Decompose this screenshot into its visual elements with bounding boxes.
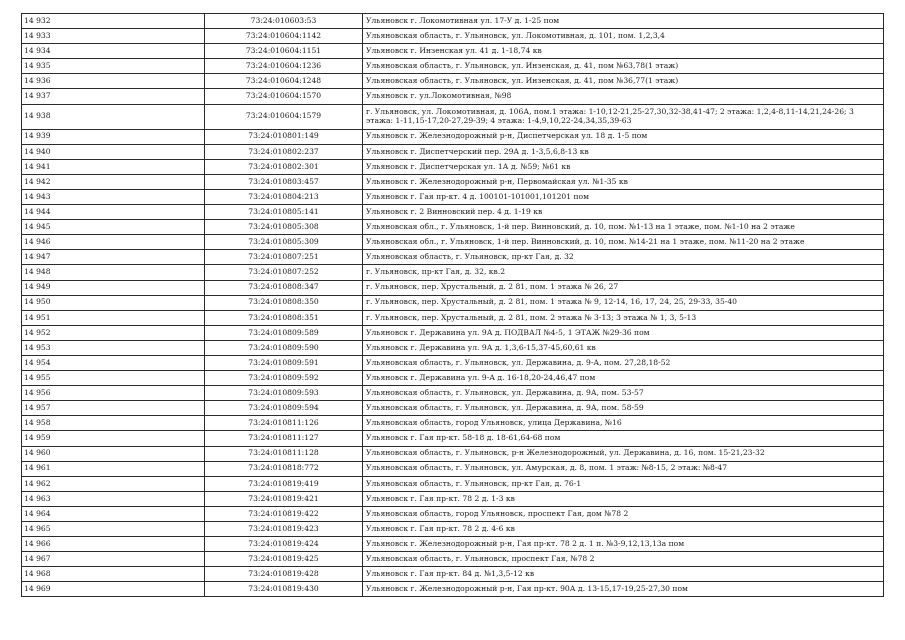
cadastral-number-cell: 73:24:010809:589 — [205, 325, 363, 340]
cadastral-number-cell: 73:24:010604:1151 — [205, 44, 363, 59]
row-number-cell: 14 933 — [22, 29, 205, 44]
address-cell: Ульяновск г. Державина ул. 9А д. ПОДВАЛ №4-5, 1 ЭТАЖ №29-36 пом — [363, 325, 884, 340]
address-cell: Ульяновск г. Локомотивная ул. 17-У д. 1-25 пом — [363, 14, 884, 29]
cadastral-number-cell: 73:24:010819:424 — [205, 537, 363, 552]
address-cell: Ульяновская область, г. Ульяновск, ул. Локомотивная, д. 101, пом. 1,2,3,4 — [363, 29, 884, 44]
cadastral-number-cell: 73:24:010819:428 — [205, 567, 363, 582]
registry-sheet — [21, 13, 883, 597]
table-row — [22, 537, 884, 552]
address-cell: Ульяновск г. ул.Локомотивная, №98 — [363, 89, 884, 104]
row-number-cell: 14 944 — [22, 205, 205, 220]
address-cell: Ульяновск г. Гая пр-кт. 78 2 д. 1-3 кв — [363, 491, 884, 506]
row-number-cell: 14 968 — [22, 567, 205, 582]
table-row — [22, 552, 884, 567]
row-number-cell: 14 947 — [22, 250, 205, 265]
cadastral-number-cell: 73:24:010801:149 — [205, 129, 363, 144]
address-cell: Ульяновская обл., г. Ульяновск, 1-й пер. Винновский, д. 10, пом. №1-13 на 1 этаже, пом. №1-10 на 2 этаже — [363, 220, 884, 235]
row-number-cell: 14 964 — [22, 506, 205, 521]
row-number-cell: 14 955 — [22, 371, 205, 386]
cadastral-number-cell: 73:24:010811:126 — [205, 416, 363, 431]
cadastral-number-cell: 73:24:010809:590 — [205, 340, 363, 355]
address-cell: Ульяновская область, г. Ульяновск, ул. Инзенская, д. 41, пом №63,78(1 этаж) — [363, 59, 884, 74]
address-cell: Ульяновск г. 2 Винновский пер. 4 д. 1-19 кв — [363, 205, 884, 220]
address-cell: Ульяновск г. Державина ул. 9А д. 1,3,6-15,37-45,60,61 кв — [363, 340, 884, 355]
table-row — [22, 205, 884, 220]
row-number-cell: 14 962 — [22, 476, 205, 491]
row-number-cell: 14 960 — [22, 446, 205, 461]
table-row — [22, 29, 884, 44]
cadastral-number-cell: 73:24:010805:308 — [205, 220, 363, 235]
address-cell: Ульяновская обл., г. Ульяновск, 1-й пер. Винновский, д. 10, пом. №14-21 на 1 этаже, пом. №11-20 на 2 этаже — [363, 235, 884, 250]
address-cell: Ульяновск г. Железнодорожный р-н, Гая пр-кт. 90А д. 13-15,17-19,25-27,30 пом — [363, 582, 884, 597]
row-number-cell: 14 935 — [22, 59, 205, 74]
table-row — [22, 265, 884, 280]
address-cell: Ульяновская область, г. Ульяновск, ул. Инзенская, д. 41, пом №36,77(1 этаж) — [363, 74, 884, 89]
address-cell: Ульяновск г. Державина ул. 9-А д. 16-18,20-24,46,47 пом — [363, 371, 884, 386]
cadastral-number-cell: 73:24:010802:301 — [205, 159, 363, 174]
table-row — [22, 325, 884, 340]
row-number-cell: 14 938 — [22, 104, 205, 129]
cadastral-number-cell: 73:24:010808:350 — [205, 295, 363, 310]
address-cell: Ульяновская область, город Ульяновск, проспект Гая, дом №78 2 — [363, 506, 884, 521]
table-row — [22, 446, 884, 461]
row-number-cell: 14 967 — [22, 552, 205, 567]
cadastral-number-cell: 73:24:010603:53 — [205, 14, 363, 29]
row-number-cell: 14 932 — [22, 14, 205, 29]
address-cell: г. Ульяновск, пер. Хрустальный, д. 2 81, пом. 1 этажа № 9, 12-14, 16, 17, 24, 25, 29-33, 35-40 — [363, 295, 884, 310]
row-number-cell: 14 936 — [22, 74, 205, 89]
address-cell: Ульяновская область, г. Ульяновск, пр-кт Гая, д. 76-1 — [363, 476, 884, 491]
address-cell: Ульяновск г. Железнодорожный р-н, Диспетчерская ул. 18 д. 1-5 пом — [363, 129, 884, 144]
table-row — [22, 371, 884, 386]
row-number-cell: 14 945 — [22, 220, 205, 235]
row-number-cell: 14 937 — [22, 89, 205, 104]
table-row — [22, 416, 884, 431]
row-number-cell: 14 963 — [22, 491, 205, 506]
cadastral-number-cell: 73:24:010802:237 — [205, 144, 363, 159]
row-number-cell: 14 953 — [22, 340, 205, 355]
address-cell: Ульяновская область, г. Ульяновск, ул. Амурская, д. 8, пом. 1 этаж: №8-15, 2 этаж: №8-47 — [363, 461, 884, 476]
row-number-cell: 14 959 — [22, 431, 205, 446]
cadastral-number-cell: 73:24:010819:422 — [205, 506, 363, 521]
cadastral-number-cell: 73:24:010604:1579 — [205, 104, 363, 129]
row-number-cell: 14 957 — [22, 401, 205, 416]
address-cell: Ульяновск г. Гая пр-кт. 84 д. №1,3,5-12 кв — [363, 567, 884, 582]
table-row — [22, 506, 884, 521]
table-row — [22, 522, 884, 537]
table-row — [22, 174, 884, 189]
address-cell: Ульяновск г. Диспетчерская ул. 1А д. №59; №61 кв — [363, 159, 884, 174]
address-cell: Ульяновск г. Диспетчерский пер. 29А д. 1-3,5,6,8-13 кв — [363, 144, 884, 159]
cadastral-number-cell: 73:24:010805:309 — [205, 235, 363, 250]
address-cell: Ульяновск г. Железнодорожный р-н, Гая пр-кт. 78 2 д. 1 п. №3-9,12,13,13а пом — [363, 537, 884, 552]
cadastral-number-cell: 73:24:010809:592 — [205, 371, 363, 386]
cadastral-number-cell: 73:24:010819:421 — [205, 491, 363, 506]
row-number-cell: 14 939 — [22, 129, 205, 144]
cadastral-number-cell: 73:24:010811:127 — [205, 431, 363, 446]
table-row — [22, 74, 884, 89]
cadastral-number-cell: 73:24:010807:251 — [205, 250, 363, 265]
row-number-cell: 14 940 — [22, 144, 205, 159]
address-cell: Ульяновская область, г. Ульяновск, ул. Державина, д. 9А, пом. 58-59 — [363, 401, 884, 416]
table-row — [22, 235, 884, 250]
row-number-cell: 14 956 — [22, 386, 205, 401]
table-row — [22, 401, 884, 416]
table-row — [22, 104, 884, 129]
table-row — [22, 189, 884, 204]
address-cell: Ульяновск г. Инзенская ул. 41 д. 1-18,74 кв — [363, 44, 884, 59]
table-row — [22, 250, 884, 265]
row-number-cell: 14 946 — [22, 235, 205, 250]
row-number-cell: 14 941 — [22, 159, 205, 174]
address-cell: Ульяновская область, г. Ульяновск, пр-кт Гая, д. 32 — [363, 250, 884, 265]
row-number-cell: 14 949 — [22, 280, 205, 295]
cadastral-number-cell: 73:24:010819:430 — [205, 582, 363, 597]
table-row — [22, 59, 884, 74]
row-number-cell: 14 952 — [22, 325, 205, 340]
row-number-cell: 14 942 — [22, 174, 205, 189]
address-cell: Ульяновская область, г. Ульяновск, ул. Державина, д. 9-А, пом. 27,28,18-52 — [363, 355, 884, 370]
address-cell: г. Ульяновск, ул. Локомотивная, д. 106А, пом.1 этажа: 1-10,12-21,25-27,30,32-38,41-47; 2 этажа: 1,2,4-8,11-14,21,24-26; 3 этажа: 1-11,15-17,20-27,29-39; 4 этажа: 1-4,9,10,22-24,34,35,39-63 — [363, 104, 884, 129]
table-row — [22, 386, 884, 401]
table-row — [22, 129, 884, 144]
cadastral-number-cell: 73:24:010819:419 — [205, 476, 363, 491]
table-row — [22, 14, 884, 29]
table-row — [22, 340, 884, 355]
row-number-cell: 14 943 — [22, 189, 205, 204]
cadastral-number-cell: 73:24:010804:213 — [205, 189, 363, 204]
address-cell: Ульяновск г. Железнодорожный р-н, Первомайская ул. №1-35 кв — [363, 174, 884, 189]
row-number-cell: 14 951 — [22, 310, 205, 325]
row-number-cell: 14 969 — [22, 582, 205, 597]
address-cell: г. Ульяновск, пер. Хрустальный, д. 2 81, пом. 1 этажа № 26, 27 — [363, 280, 884, 295]
table-row — [22, 44, 884, 59]
row-number-cell: 14 948 — [22, 265, 205, 280]
table-row — [22, 582, 884, 597]
table-row — [22, 89, 884, 104]
address-cell: Ульяновская область, г. Ульяновск, р-н Железнодорожный, ул. Державина, д. 16, пом. 15-21,23-32 — [363, 446, 884, 461]
cadastral-number-cell: 73:24:010604:1236 — [205, 59, 363, 74]
row-number-cell: 14 958 — [22, 416, 205, 431]
address-cell: Ульяновск г. Гая пр-кт. 58-18 д. 18-61,64-68 пом — [363, 431, 884, 446]
address-cell: Ульяновск г. Гая пр-кт. 4 д. 100101-101001,101201 пом — [363, 189, 884, 204]
cadastral-number-cell: 73:24:010809:593 — [205, 386, 363, 401]
cadastral-number-cell: 73:24:010811:128 — [205, 446, 363, 461]
table-row — [22, 491, 884, 506]
row-number-cell: 14 965 — [22, 522, 205, 537]
address-cell: Ульяновская область, г. Ульяновск, ул. Державина, д. 9А, пом. 53-57 — [363, 386, 884, 401]
cadastral-number-cell: 73:24:010819:425 — [205, 552, 363, 567]
address-cell: г. Ульяновск, пр-кт Гая, д. 32, кв.2 — [363, 265, 884, 280]
address-cell: Ульяновск г. Гая пр-кт. 78 2 д. 4-6 кв — [363, 522, 884, 537]
cadastral-number-cell: 73:24:010819:423 — [205, 522, 363, 537]
table-row — [22, 220, 884, 235]
table-row — [22, 567, 884, 582]
cadastral-number-cell: 73:24:010604:1142 — [205, 29, 363, 44]
cadastral-number-cell: 73:24:010808:347 — [205, 280, 363, 295]
table-row — [22, 476, 884, 491]
row-number-cell: 14 954 — [22, 355, 205, 370]
address-cell: Ульяновская область, г. Ульяновск, проспект Гая, №78 2 — [363, 552, 884, 567]
registry-table — [21, 13, 884, 597]
cadastral-number-cell: 73:24:010803:457 — [205, 174, 363, 189]
table-row — [22, 295, 884, 310]
row-number-cell: 14 966 — [22, 537, 205, 552]
registry-table-body — [22, 14, 884, 597]
table-row — [22, 144, 884, 159]
table-row — [22, 461, 884, 476]
row-number-cell: 14 961 — [22, 461, 205, 476]
table-row — [22, 431, 884, 446]
cadastral-number-cell: 73:24:010808:351 — [205, 310, 363, 325]
address-cell: Ульяновская область, город Ульяновск, улица Державина, №16 — [363, 416, 884, 431]
table-row — [22, 310, 884, 325]
cadastral-number-cell: 73:24:010809:594 — [205, 401, 363, 416]
cadastral-number-cell: 73:24:010818:772 — [205, 461, 363, 476]
row-number-cell: 14 950 — [22, 295, 205, 310]
table-row — [22, 355, 884, 370]
row-number-cell: 14 934 — [22, 44, 205, 59]
table-row — [22, 280, 884, 295]
cadastral-number-cell: 73:24:010805:141 — [205, 205, 363, 220]
address-cell: г. Ульяновск, пер. Хрустальный, д. 2 81, пом. 2 этажа № 3-13; 3 этажа № 1, 3, 5-13 — [363, 310, 884, 325]
cadastral-number-cell: 73:24:010807:252 — [205, 265, 363, 280]
cadastral-number-cell: 73:24:010604:1248 — [205, 74, 363, 89]
cadastral-number-cell: 73:24:010604:1570 — [205, 89, 363, 104]
cadastral-number-cell: 73:24:010809:591 — [205, 355, 363, 370]
table-row — [22, 159, 884, 174]
